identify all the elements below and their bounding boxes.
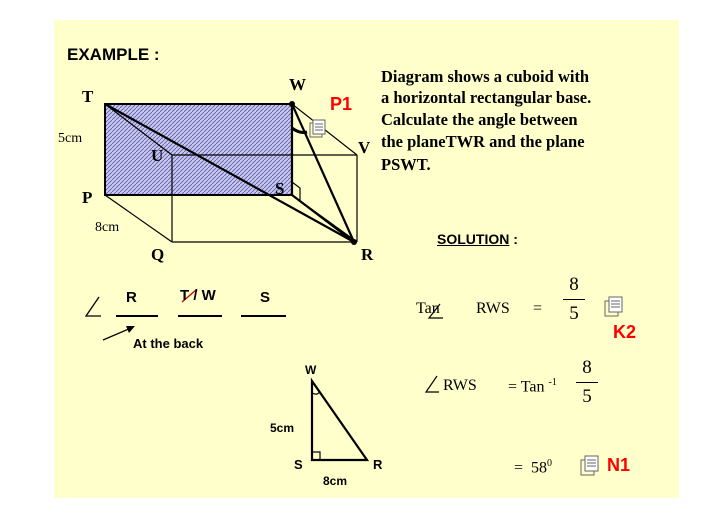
label-u: U — [151, 146, 164, 165]
blank-label-s: S — [260, 289, 271, 306]
answer: = $58^0$ — [514, 458, 553, 477]
shaded-plane-twsp — [105, 104, 292, 195]
angle-symbol — [86, 297, 101, 316]
tan-inverse: = Tan $^{-1}$ — [508, 377, 557, 396]
question-line-5: PSWT. — [381, 155, 431, 174]
fraction-2 — [576, 357, 598, 408]
rws-label: RWS — [443, 377, 477, 394]
tan-angle-name: RWS — [476, 300, 510, 317]
triangle-label-w: W — [305, 363, 317, 377]
mark-k2: K2 — [613, 322, 637, 342]
mark-n1: N1 — [607, 455, 631, 475]
example-title: EXAMPLE : — [67, 45, 160, 64]
triangle-label-r: R — [373, 457, 383, 472]
triangle-label-s: S — [294, 457, 303, 472]
label-v: V — [358, 138, 371, 157]
fraction-1-den: 5 — [569, 303, 579, 324]
label-s: S — [275, 179, 285, 198]
triangle-side-sr: 8cm — [323, 474, 348, 488]
question-line-1: Diagram shows a cuboid with — [381, 67, 590, 86]
equals-1: = — [533, 300, 543, 317]
label-length: 8cm — [95, 220, 120, 235]
label-r: R — [361, 245, 374, 264]
triangle-side-ws: 5cm — [270, 421, 295, 435]
fraction-1 — [563, 274, 585, 325]
blank-label-tw: T / W — [180, 287, 216, 304]
label-height: 5cm — [58, 131, 83, 146]
note-icon — [309, 119, 327, 144]
blank-label-r: R — [126, 289, 137, 306]
label-p: P — [82, 188, 93, 207]
at-the-back-label: At the back — [133, 336, 204, 351]
question-line-2: a horizontal rectangular base. — [381, 88, 592, 107]
question-line-4: the planeTWR and the plane — [381, 132, 585, 151]
solution-heading: SOLUTION : — [437, 231, 518, 247]
note-icon — [580, 455, 600, 482]
question-line-3: Calculate the angle between — [381, 110, 578, 129]
label-w: W — [289, 75, 306, 94]
arrow — [103, 326, 135, 340]
tan-label: Tan — [416, 300, 440, 317]
fraction-2-den: 5 — [582, 386, 592, 407]
label-t: T — [82, 87, 94, 106]
triangle-wsr — [312, 381, 367, 460]
fraction-2-num: 8 — [582, 357, 592, 378]
mark-p1: P1 — [330, 94, 353, 114]
fraction-1-num: 8 — [569, 274, 579, 295]
note-icon — [604, 296, 624, 323]
label-q: Q — [151, 245, 165, 264]
